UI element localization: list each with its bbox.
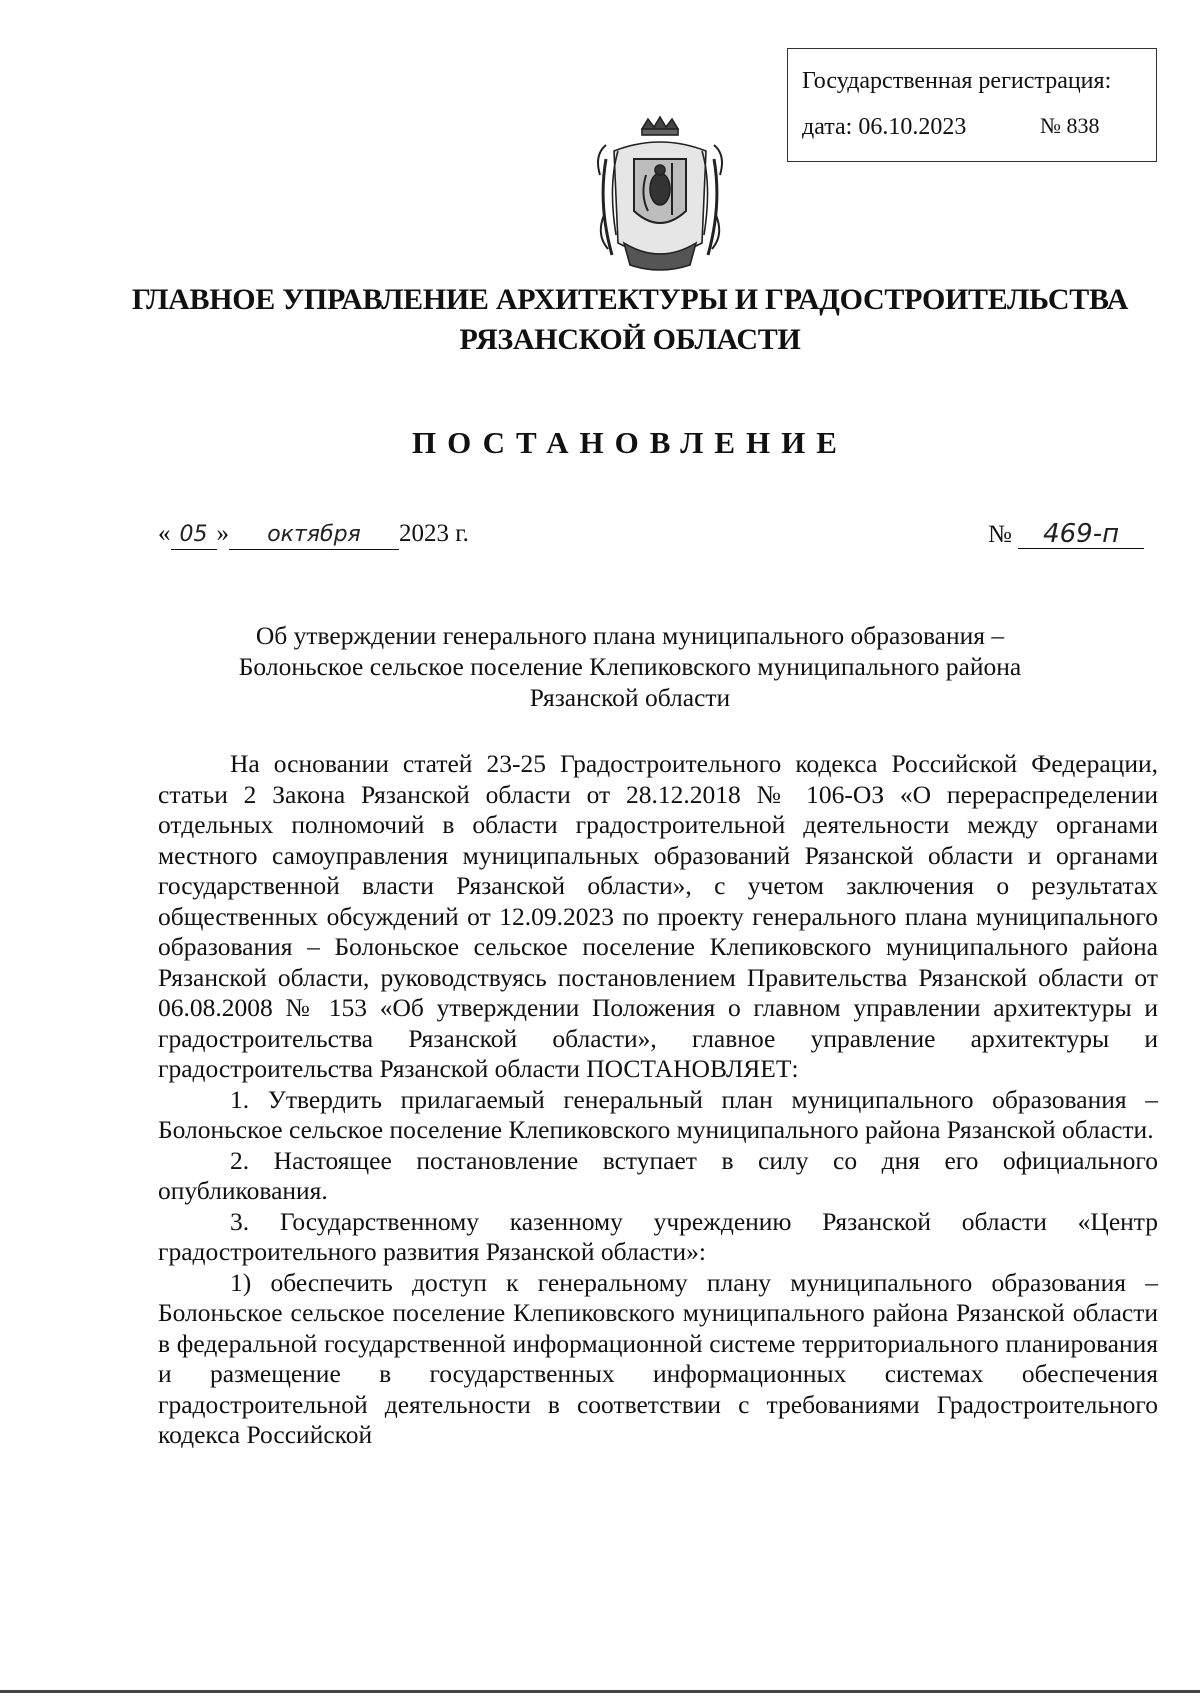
title-line-2: Болоньское сельское поселение Клепиковского муниципального района bbox=[238, 652, 1022, 681]
coat-of-arms-icon bbox=[590, 115, 730, 275]
document-type: ПОСТАНОВЛЕНИЕ bbox=[412, 425, 848, 460]
subitem-1-paragraph: 1) обеспечить доступ к генеральному плану муниципального образования – Болоньское сельское поселение Клепиковского муниципального района Рязанской области в федеральной государственной информационной системе территориального планирования и размещение в государственных информационных системах обеспечения градостроительной деятельности в соответствии с требованиями Градостроительного кодекса Российской bbox=[158, 1267, 1158, 1449]
agency-line-1: ГЛАВНОЕ УПРАВЛЕНИЕ АРХИТЕКТУРЫ И ГРАДОСТРОИТЕЛЬСТВА bbox=[131, 283, 1129, 316]
preamble-paragraph: На основании статей 23-25 Градостроительного кодекса Российской Федерации, статьи 2 Закона Рязанской области от 28.12.2018 № 106-ОЗ «О перераспределении отдельных полномочий в области градостроительной деятельности между органами местного самоуправления муниципальных образований Рязанской области и органами государственной власти Рязанской области», с учетом заключения о результатах общественных обсуждений от 12.09.2023 по проекту генерального плана муниципального образования – Болоньское сельское поселение Клепиковского муниципального района Рязанской области, руководствуясь постановлением Правительства Рязанской области от 06.08.2008 № 153 «Об утверждении Положения о главном управлении архитектуры и градостроительства Рязанской области», главное управление архитектуры и градостроительства Рязанской области ПОСТАНОВЛЯЕТ: bbox=[158, 749, 1158, 1083]
title-line-1: Об утверждении генерального плана муниципального образования – bbox=[255, 621, 1005, 650]
agency-name bbox=[100, 280, 1160, 360]
title-line-3: Рязанской области bbox=[529, 683, 731, 712]
document-body bbox=[158, 749, 1158, 1451]
registration-number: № 838 bbox=[1040, 113, 1100, 138]
date-month: октября bbox=[229, 521, 399, 550]
agency-line-2: РЯЗАНСКОЙ ОБЛАСТИ bbox=[459, 323, 801, 356]
document-date bbox=[158, 520, 469, 550]
registration-title: Государственная регистрация: bbox=[802, 68, 1112, 94]
item-3-paragraph: 3. Государственному казенному учреждению Рязанской области «Центр градостроительного развития Рязанской области»: bbox=[158, 1206, 1158, 1266]
date-day: 05 bbox=[171, 521, 217, 550]
item-2-paragraph: 2. Настоящее постановление вступает в силу со дня его официального опубликования. bbox=[158, 1145, 1158, 1205]
date-close-quote: » bbox=[216, 520, 229, 547]
page-bottom-edge bbox=[0, 1690, 1200, 1693]
registration-date: дата: 06.10.2023 bbox=[802, 114, 967, 140]
date-open-quote: « bbox=[158, 520, 171, 547]
registration-stamp bbox=[787, 48, 1157, 162]
item-1-paragraph: 1. Утвердить прилагаемый генеральный план муниципального образования – Болоньское сельское поселение Клепиковского муниципального района Рязанской области. bbox=[158, 1084, 1158, 1144]
document-number bbox=[988, 520, 1144, 549]
number-value: 469-п bbox=[1018, 520, 1144, 549]
number-sign: № bbox=[988, 521, 1012, 548]
date-year: 2023 г. bbox=[399, 520, 469, 547]
document-title bbox=[150, 620, 1110, 713]
